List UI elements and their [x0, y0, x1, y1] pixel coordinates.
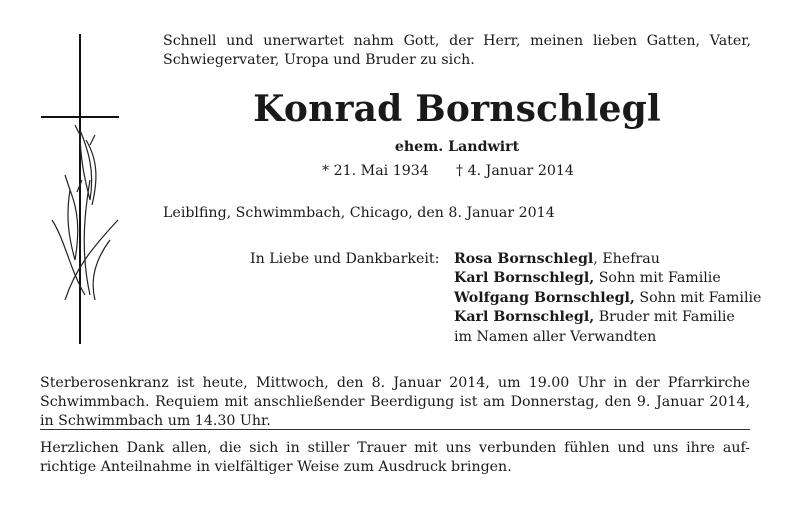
- thanks-line: richtige Anteilnahme in vielfältiger Weise zum Ausdruck bringen.: [40, 459, 512, 475]
- mourners-list: [454, 250, 761, 347]
- mourner-name: Rosa Bornschlegl: [454, 251, 594, 267]
- service-line: Schwimmbach. Requiem mit anschließender Beerdigung ist am Donnerstag, den 9. Januar 2014,: [40, 394, 750, 410]
- mourner-relation: Sohn mit Familie: [634, 289, 762, 306]
- mourner: [454, 308, 761, 327]
- mourner-relation: Sohn mit Familie: [594, 270, 721, 287]
- death-date: † 4. Januar 2014: [456, 163, 574, 179]
- intro-line: Schwiegervater, Uropa und Bruder zu sich.: [163, 52, 475, 68]
- mourner: [454, 269, 761, 288]
- mourner: [454, 250, 761, 269]
- mourner: [454, 289, 761, 308]
- intro-line: Schnell und unerwartet nahm Gott, der Herr, meinen lieben Gatten, Vater,: [163, 33, 751, 49]
- mourner-relation: , Ehefrau: [593, 251, 660, 267]
- deceased-name: Konrad Bornschlegl: [253, 88, 661, 130]
- mourners-footer: im Namen aller Verwandten: [454, 328, 657, 345]
- service-line: Sterberosenkranz ist heute, Mittwoch, den 8. Januar 2014, um 19.00 Uhr in der Pfarrkirche: [40, 375, 750, 391]
- occupation: ehem. Landwirt: [394, 139, 520, 155]
- place-date: Leiblfing, Schwimmbach, Chicago, den 8. Januar 2014: [163, 205, 555, 221]
- birth-date: * 21. Mai 1934: [322, 163, 429, 179]
- thanks-line: Herzlichen Dank allen, die sich in stiller Trauer mit uns verbunden fühlen und uns ihre auf-: [40, 440, 750, 456]
- wheat-icon: [50, 120, 120, 300]
- mourner-relation: Bruder mit Familie: [594, 309, 735, 326]
- service-line: in Schwimmbach um 14.30 Uhr.: [40, 413, 271, 429]
- cross-horizontal-bar: [41, 116, 119, 118]
- mourner-name: Karl Bornschlegl,: [454, 270, 595, 287]
- mourner-name: Wolfgang Bornschlegl,: [454, 289, 635, 306]
- divider: [40, 429, 750, 430]
- mourners-label: In Liebe und Dankbarkeit:: [250, 251, 440, 267]
- mourner-name: Karl Bornschlegl,: [454, 309, 595, 326]
